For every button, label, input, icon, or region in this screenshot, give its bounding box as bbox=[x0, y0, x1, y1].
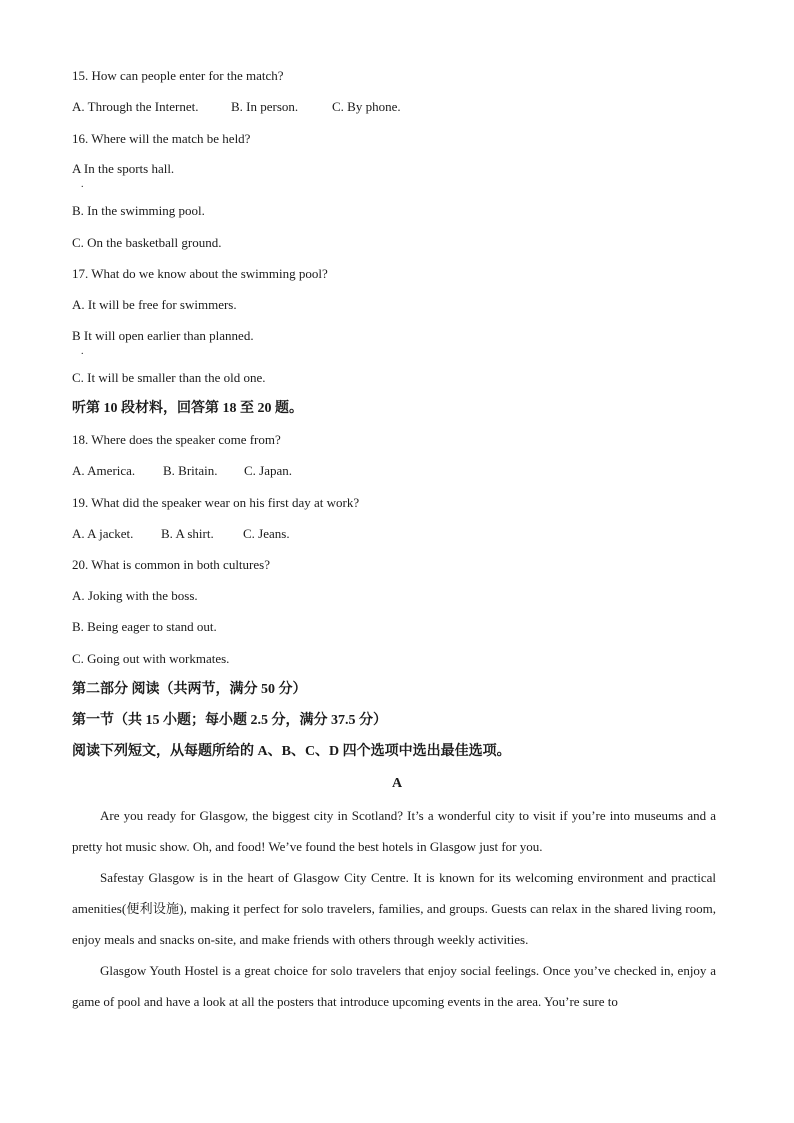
passage-label: A bbox=[391, 776, 403, 791]
options-15 bbox=[72, 99, 401, 115]
stray-dot: . bbox=[81, 346, 84, 357]
option-a: A. Joking with the boss. bbox=[72, 588, 198, 603]
question-16: 16. Where will the match be held? bbox=[72, 131, 251, 146]
option-c: C. It will be smaller than the old one. bbox=[72, 370, 266, 385]
option-b: B. A shirt. bbox=[161, 526, 214, 541]
passage-a bbox=[72, 800, 716, 1017]
option-b: B. Being eager to stand out. bbox=[72, 619, 217, 634]
option-c: C. Going out with workmates. bbox=[72, 651, 230, 666]
option-c: C. On the basketball ground. bbox=[72, 235, 222, 250]
option-b: B It will open earlier than planned. bbox=[72, 328, 254, 343]
reading-instructions: 阅读下列短文，从每题所给的 A、B、C、D 四个选项中选出最佳选项。 bbox=[72, 744, 511, 759]
option-c: C. By phone. bbox=[332, 99, 401, 114]
option-b: B. In the swimming pool. bbox=[72, 203, 205, 218]
option-a: A In the sports hall. bbox=[72, 161, 175, 176]
question-18: 18. Where does the speaker come from? bbox=[72, 432, 281, 447]
option-c: C. Jeans. bbox=[243, 526, 290, 541]
option-c: C. Japan. bbox=[244, 463, 293, 478]
option-b: B. In person. bbox=[231, 99, 299, 114]
options-19 bbox=[72, 526, 290, 542]
paragraph-3: Glasgow Youth Hostel is a great choice for solo travelers that enjoy social feelings. Once you’ve checked in, enjoy a game of pool and have a look at all the posters that introduce upcoming events in the area. You’re sure to bbox=[72, 963, 716, 1009]
options-18 bbox=[72, 463, 292, 479]
part-2-heading: 第二部分 阅读（共两节，满分 50 分） bbox=[72, 682, 307, 697]
paragraph-1: Are you ready for Glasgow, the biggest city in Scotland? It’s a wonderful city to visit if you’re into museums and a pretty hot music show. Oh, and food! We’ve found the best hotels in Glasgow just for you. bbox=[72, 808, 716, 854]
option-a: A. It will be free for swimmers. bbox=[72, 297, 237, 312]
question-19: 19. What did the speaker wear on his first day at work? bbox=[72, 495, 360, 510]
question-20: 20. What is common in both cultures? bbox=[72, 557, 270, 572]
option-a: A. Through the Internet. bbox=[72, 99, 199, 114]
question-15: 15. How can people enter for the match? bbox=[72, 68, 284, 83]
question-17: 17. What do we know about the swimming pool? bbox=[72, 266, 328, 281]
option-b: B. Britain. bbox=[163, 463, 218, 478]
option-a: A. A jacket. bbox=[72, 526, 134, 541]
paragraph-2: Safestay Glasgow is in the heart of Glasgow City Centre. It is known for its welcoming environment and practical amenities(便利设施), making it perfect for solo travelers, families, and groups. Guests can relax in the shared living room, enjoy meals and snacks on-site, and make friends with others through weekly activities. bbox=[72, 870, 716, 947]
section-1-heading: 第一节（共 15 小题；每小题 2.5 分，满分 37.5 分） bbox=[72, 713, 387, 728]
option-a: A. America. bbox=[72, 463, 136, 478]
stray-dot: . bbox=[81, 179, 84, 190]
section-10-heading: 听第 10 段材料，回答第 18 至 20 题。 bbox=[72, 401, 303, 416]
